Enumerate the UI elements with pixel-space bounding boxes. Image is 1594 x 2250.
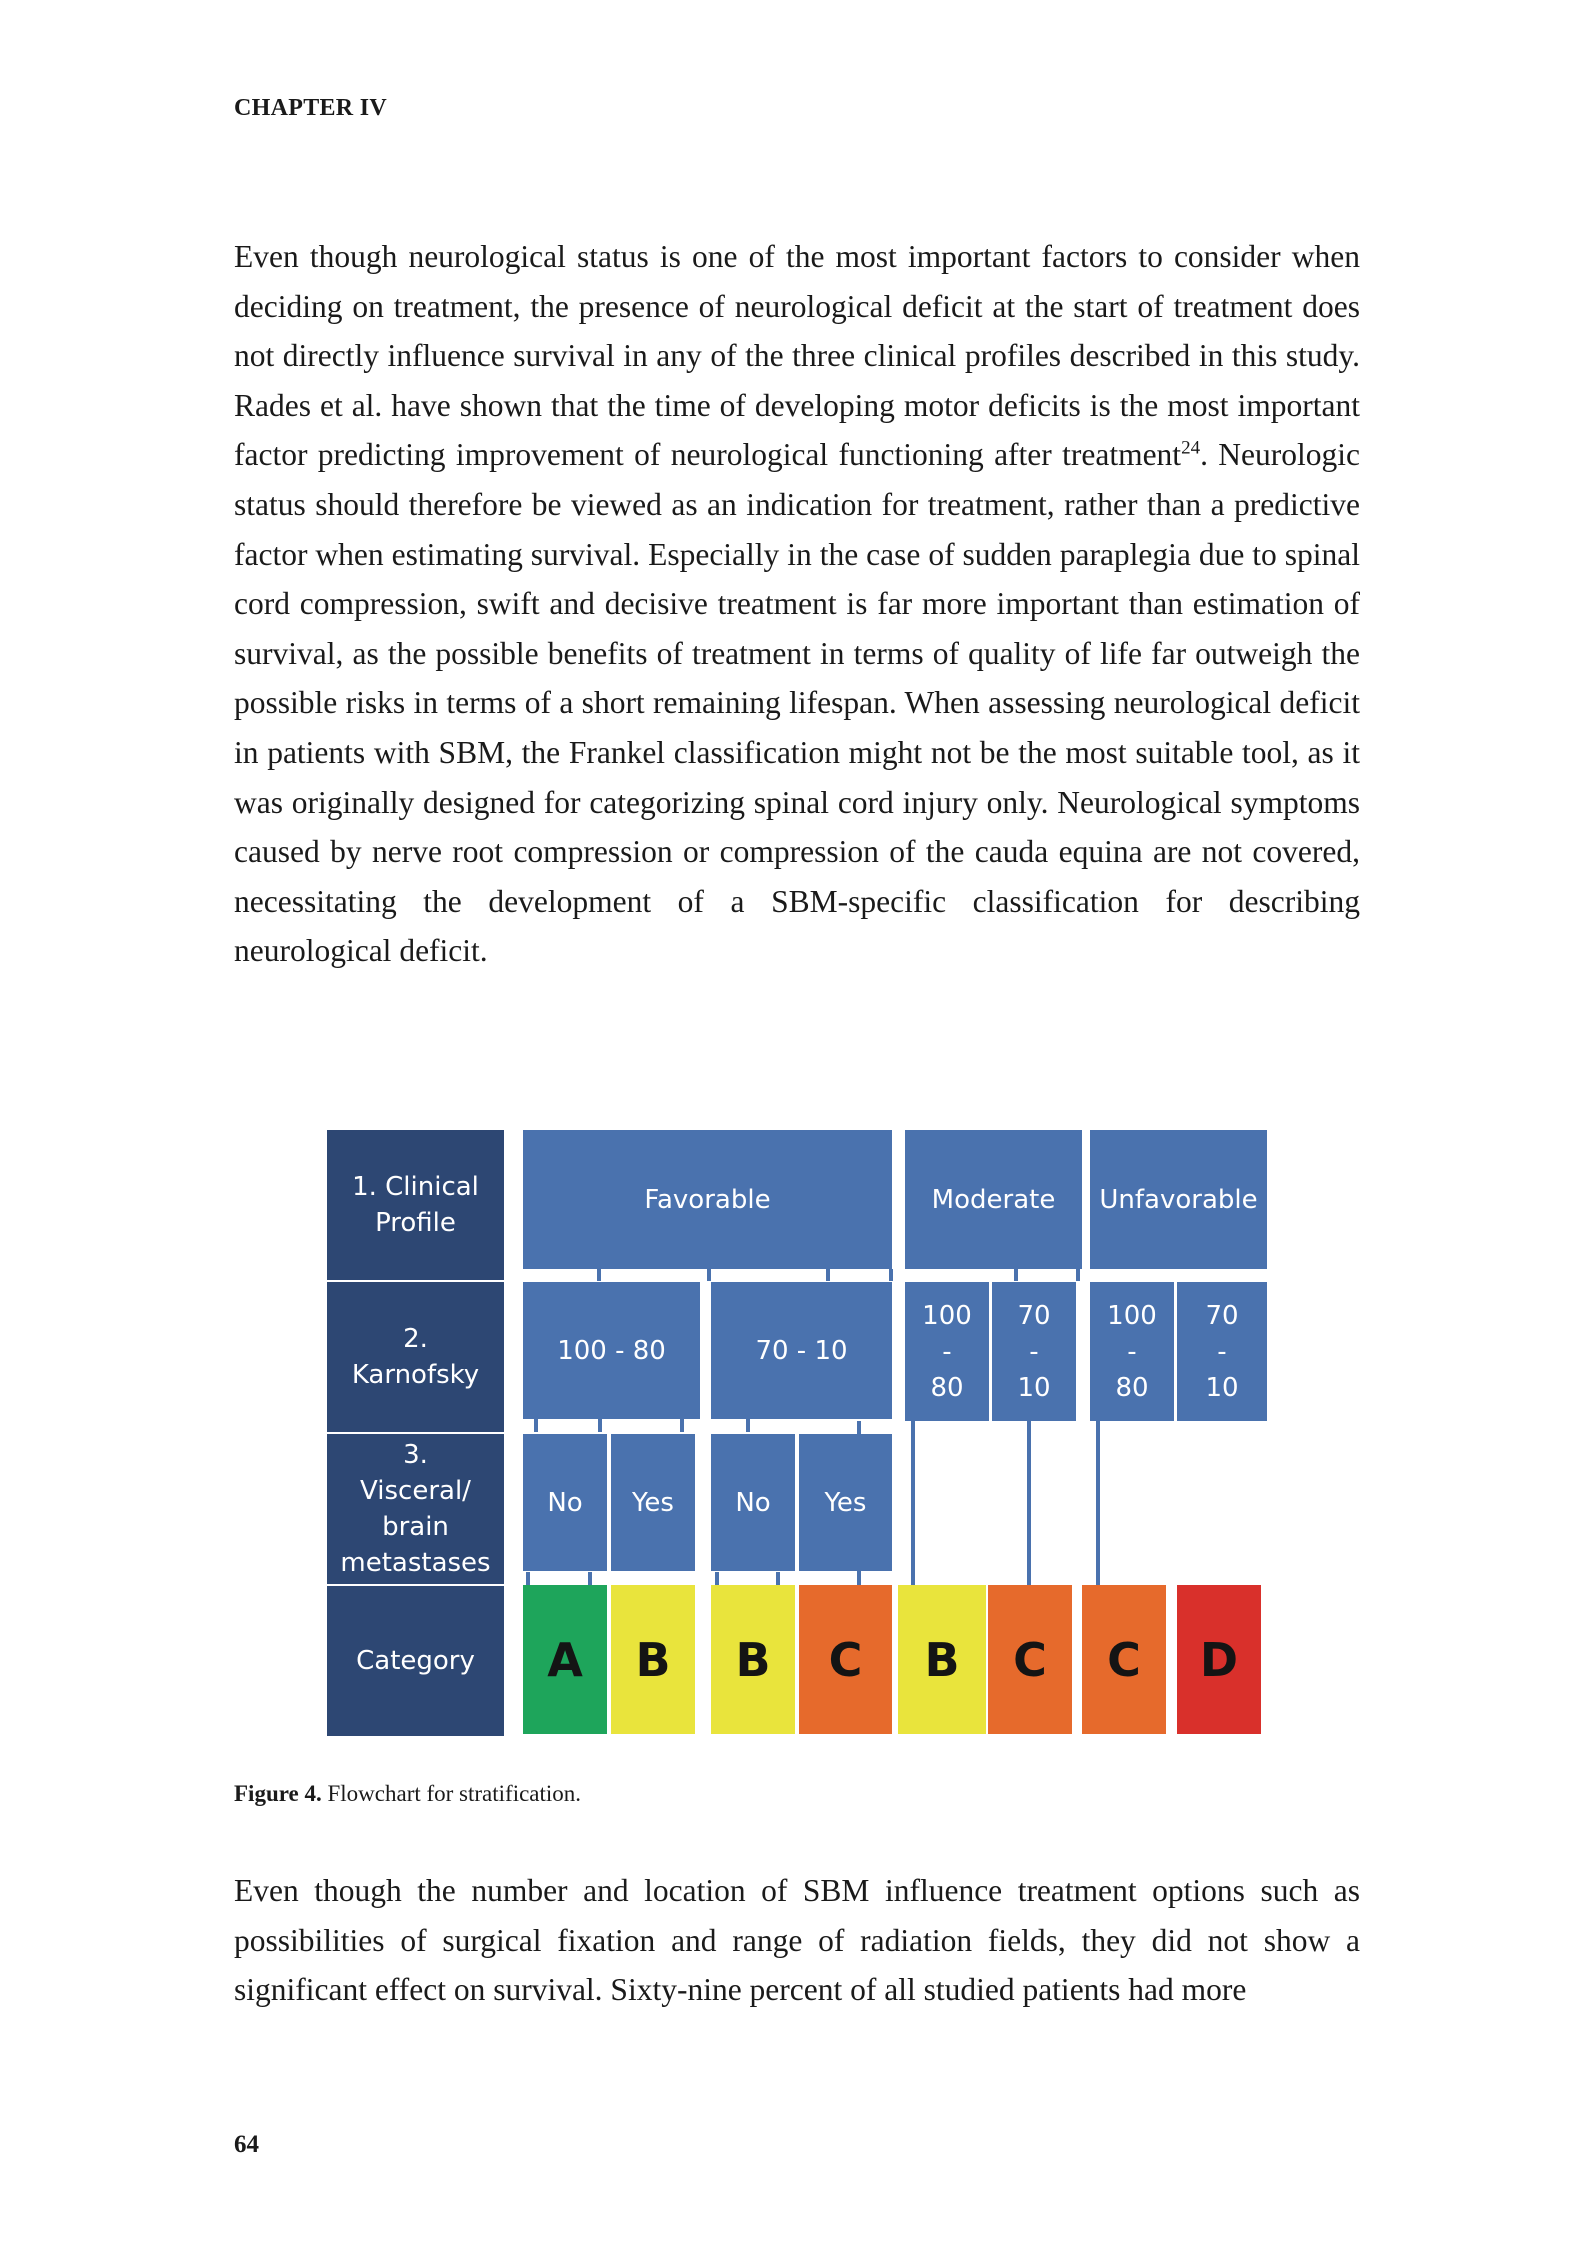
- connector: [911, 1421, 915, 1585]
- connector: [1076, 1269, 1080, 1281]
- connector: [826, 1269, 830, 1281]
- metastases-no: No: [523, 1434, 607, 1571]
- category-cell: B: [611, 1585, 695, 1734]
- paragraph-text-continued: . Neurologic status should therefore be viewed as an indication for treatment, rather than a predictive factor when estimating survival. Especially in the case of sudden paraplegia due to spinal cord compression, swift and decisive treatment is far more important than estimation of survival, as the possible benefits of treatment in terms of quality of life far outweigh the possible risks in terms of a short remaining lifespan. When assessing neurological deficit in patients with SBM, the Frankel classification might not be the most suitable tool, as it was originally designed for categorizing spinal cord injury only. Neurological symptoms caused by nerve root compression or compression of the cauda equina are not covered, necessitating the development of a SBM-specific classification for describing neurological deficit.: [234, 437, 1360, 969]
- figure-caption-text: Flowchart for stratification.: [321, 1781, 582, 1806]
- figure-caption: [234, 1781, 581, 1807]
- karnofsky-moderate-70-10: 70 - 10: [992, 1282, 1076, 1421]
- connector: [889, 1269, 893, 1281]
- stratification-flowchart: [327, 1130, 1271, 1744]
- row-header-karnofsky: 2. Karnofsky: [327, 1282, 504, 1432]
- metastases-yes: Yes: [611, 1434, 695, 1571]
- connector: [1027, 1421, 1031, 1585]
- connector: [680, 1419, 684, 1432]
- profile-unfavorable: Unfavorable: [1090, 1130, 1267, 1269]
- karnofsky-favorable-100-80: 100 - 80: [523, 1282, 700, 1419]
- metastases-yes: Yes: [799, 1434, 892, 1571]
- category-cell: C: [1082, 1585, 1166, 1734]
- row-header-metastases: 3. Visceral/ brain metastases: [327, 1434, 504, 1584]
- connector: [746, 1419, 750, 1432]
- category-cell: A: [523, 1585, 607, 1734]
- reference-superscript[interactable]: 24: [1181, 437, 1201, 459]
- connector: [1096, 1421, 1100, 1585]
- profile-moderate: Moderate: [905, 1130, 1082, 1269]
- karnofsky-unfavorable-70-10: 70 - 10: [1177, 1282, 1267, 1421]
- category-cell: D: [1177, 1585, 1261, 1734]
- category-cell: B: [898, 1585, 986, 1734]
- figure-label: Figure 4.: [234, 1781, 322, 1806]
- connector: [598, 1419, 602, 1432]
- category-cell: C: [799, 1585, 892, 1734]
- karnofsky-moderate-100-80: 100 - 80: [905, 1282, 989, 1421]
- connector: [588, 1572, 592, 1585]
- connector: [715, 1572, 719, 1585]
- connector: [526, 1572, 530, 1585]
- connector: [707, 1269, 711, 1281]
- paragraph-text: Even though neurological status is one of the most important factors to consider when deciding on treatment, the presence of neurological deficit at the start of treatment does not directly influence survival in any of the three clinical profiles described in this study. Rades et al. have shown that the time of developing motor deficits is the most important factor predicting improvement of neurological functioning after treatment: [234, 239, 1360, 473]
- connector: [534, 1419, 538, 1432]
- category-cell: B: [711, 1585, 795, 1734]
- chapter-header: CHAPTER IV: [234, 95, 388, 121]
- connector: [1014, 1269, 1018, 1281]
- category-cell: C: [988, 1585, 1072, 1734]
- page-number: 64: [234, 2131, 259, 2158]
- body-paragraph-1: [234, 232, 1360, 976]
- karnofsky-unfavorable-100-80: 100 - 80: [1090, 1282, 1174, 1421]
- metastases-no: No: [711, 1434, 795, 1571]
- karnofsky-favorable-70-10: 70 - 10: [711, 1282, 892, 1419]
- body-paragraph-2: Even though the number and location of SBM influence treatment options such as possibilities of surgical fixation and range of radiation fields, they did not show a significant effect on survival. Sixty-nine percent of all studied patients had more: [234, 1873, 1360, 2008]
- row-header-clinical-profile: 1. Clinical Profile: [327, 1130, 504, 1280]
- connector: [597, 1269, 601, 1281]
- connector: [776, 1572, 780, 1585]
- profile-favorable: Favorable: [523, 1130, 892, 1269]
- row-header-category: Category: [327, 1586, 504, 1736]
